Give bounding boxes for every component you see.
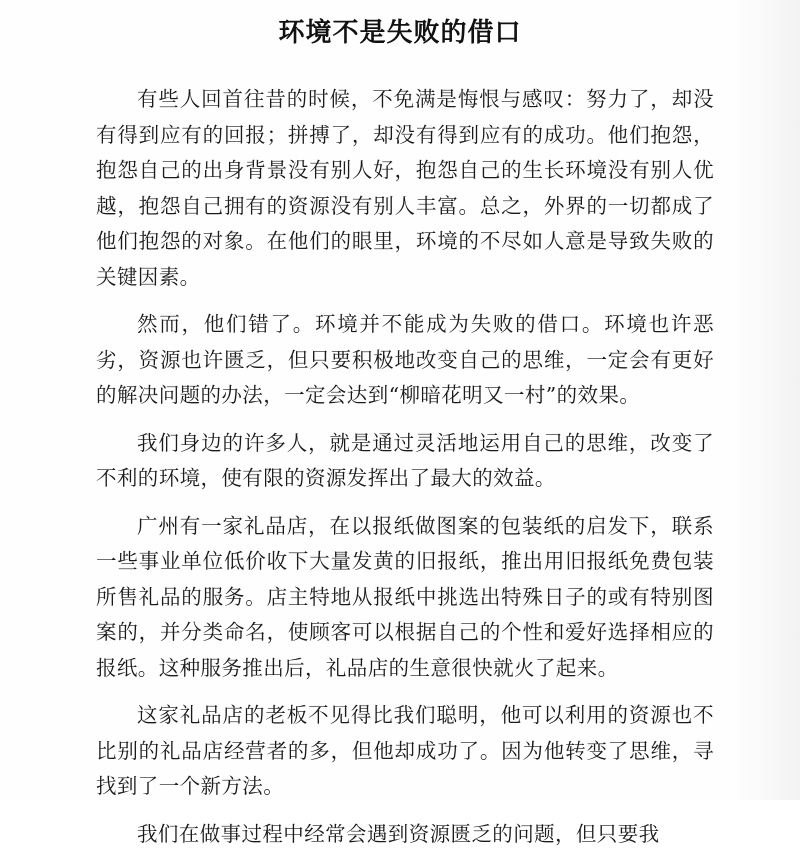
page-title: 环境不是失败的借口 — [0, 12, 800, 49]
paragraph-4: 广州有一家礼品店，在以报纸做图案的包装纸的启发下，联系一些事业单位低价收下大量发黄的旧报纸，推出用旧报纸免费包装所售礼品的服务。店主特地从报纸中挑选出特殊日子的或有特别图案的，并分类命名，使顾客可以根据自己的个性和爱好选择相应的报纸。这种服务推出后，礼品店的生意很快就火了起来。 — [96, 509, 714, 687]
paragraph-5: 这家礼品店的老板不见得比我们聪明，他可以利用的资源也不比别的礼品店经营者的多，但他却成功了。因为他转变了思维，寻找到了一个新方法。 — [96, 698, 714, 805]
paragraph-2: 然而，他们错了。环境并不能成为失败的借口。环境也许恶劣，资源也许匮乏，但只要积极地改变自己的思维，一定会有更好的解决问题的办法，一定会达到“柳暗花明又一村”的效果。 — [96, 307, 714, 414]
paragraph-3: 我们身边的许多人，就是通过灵活地运用自己的思维，改变了不利的环境，使有限的资源发挥出了最大的效益。 — [96, 426, 714, 497]
article-body — [96, 82, 714, 852]
page-edge-shadow — [730, 0, 800, 800]
paragraph-6: 我们在做事过程中经常会遇到资源匮乏的问题，但只要我 — [96, 817, 714, 852]
paragraph-1: 有些人回首往昔的时候，不免满是悔恨与感叹：努力了，却没有得到应有的回报；拼搏了，却没有得到应有的成功。他们抱怨，抱怨自己的出身背景没有别人好，抱怨自己的生长环境没有别人优越，抱怨自己拥有的资源没有别人丰富。总之，外界的一切都成了他们抱怨的对象。在他们的眼里，环境的不尽如人意是导致失败的关键因素。 — [96, 82, 714, 295]
